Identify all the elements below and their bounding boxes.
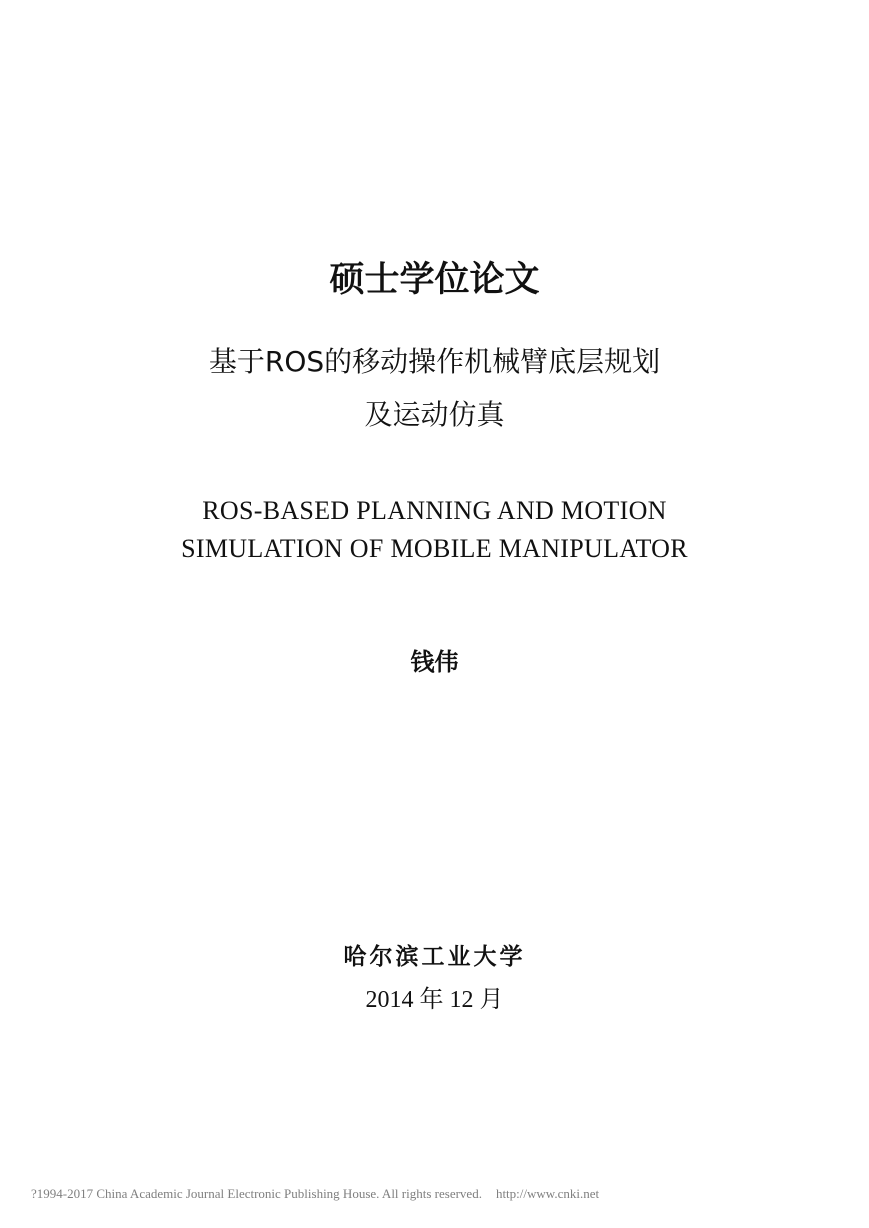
- thesis-date: 2014 年 12 月: [365, 987, 504, 1013]
- english-title-line-2: SIMULATION OF MOBILE MANIPULATOR: [181, 534, 688, 563]
- copyright-footer: [31, 1185, 599, 1203]
- chinese-title-line-1: 基于ROS的移动操作机械臂底层规划: [208, 345, 661, 378]
- chinese-title-line-2: 及运动仿真: [364, 398, 505, 431]
- cnki-url-link[interactable]: http://www.cnki.net: [495, 1186, 600, 1201]
- university-name: 哈尔滨工业大学: [343, 944, 526, 970]
- english-title-line-1: ROS-BASED PLANNING AND MOTION: [202, 496, 667, 525]
- author-name: 钱伟: [410, 648, 459, 676]
- degree-type-heading: 硕士学位论文: [329, 260, 540, 300]
- copyright-text: ?1994-2017 China Academic Journal Electronic Publishing House. All rights reserved.: [31, 1186, 482, 1201]
